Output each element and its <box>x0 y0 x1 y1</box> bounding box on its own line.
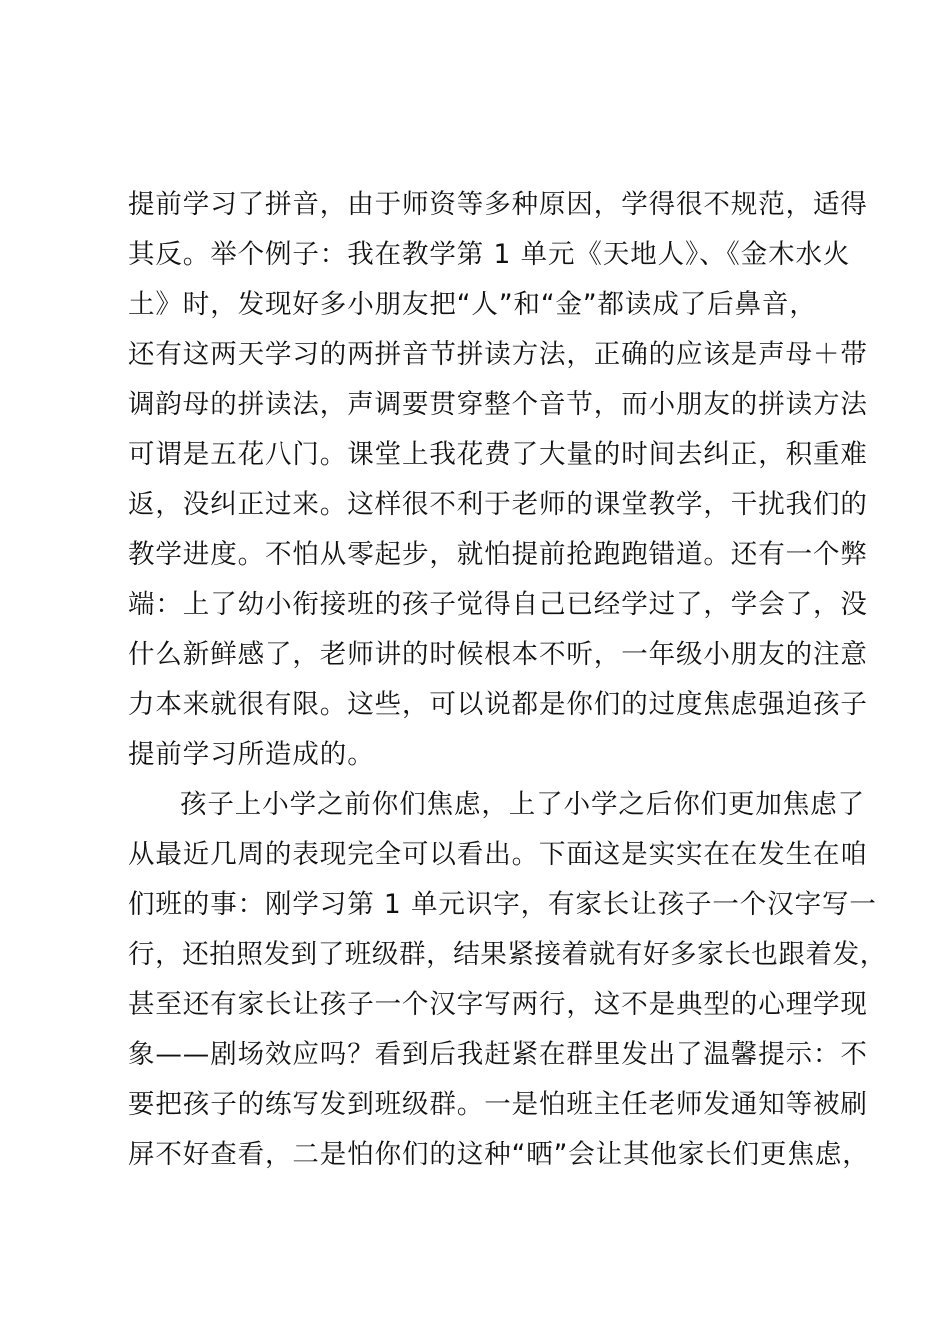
paragraph-1-line-7: 返，没纠正过来。这样很不利于老师的课堂教学，干扰我们的 <box>128 489 868 520</box>
paragraph-1-line-3: 土》时，发现好多小朋友把“人”和“金”都读成了后鼻音， <box>128 289 817 320</box>
paragraph-2-line-7: 要把孩子的练写发到班级群。一是怕班主任老师发通知等被刷 <box>128 1089 868 1120</box>
paragraph-1-line-12: 提前学习所造成的。 <box>128 739 375 770</box>
paragraph-1-line-9: 端：上了幼小衔接班的孩子觉得自己已经学过了，学会了，没 <box>128 589 868 620</box>
paragraph-2-line-6: 象——剧场效应吗？看到后我赶紧在群里发出了温馨提示：不 <box>128 1039 868 1070</box>
paragraph-1-line-11: 力本来就很有限。这些，可以说都是你们的过度焦虑强迫孩子 <box>128 689 868 720</box>
paragraph-1-line-4: 还有这两天学习的两拼音节拼读方法，正确的应该是声母＋带 <box>128 339 868 370</box>
paragraph-2-line-8: 屏不好查看，二是怕你们的这种“晒”会让其他家长们更焦虑， <box>128 1139 870 1170</box>
paragraph-1-line-10: 什么新鲜感了，老师讲的时候根本不听，一年级小朋友的注意 <box>128 639 868 670</box>
paragraph-2-line-5: 甚至还有家长让孩子一个汉字写两行，这不是典型的心理学现 <box>128 989 868 1020</box>
paragraph-2-line-3: 们班的事：刚学习第 1 单元识字，有家长让孩子一个汉字写一 <box>128 889 877 920</box>
paragraph-2-line-4: 行，还拍照发到了班级群，结果紧接着就有好多家长也跟着发， <box>128 939 887 970</box>
paragraph-1-line-6: 可谓是五花八门。课堂上我花费了大量的时间去纠正，积重难 <box>128 439 868 470</box>
paragraph-1-line-5: 调韵母的拼读法，声调要贯穿整个音节，而小朋友的拼读方法 <box>128 389 868 420</box>
paragraph-2-line-2: 从最近几周的表现完全可以看出。下面这是实实在在发生在咱 <box>128 839 868 870</box>
paragraph-1-line-2: 其反。举个例子：我在教学第 1 单元《天地人》、《金木水火 <box>128 239 851 270</box>
paragraph-1-line-1: 提前学习了拼音，由于师资等多种原因，学得很不规范，适得 <box>128 189 868 220</box>
paragraph-2-line-1: 孩子上小学之前你们焦虑，上了小学之后你们更加焦虑了 <box>180 789 865 820</box>
paragraph-1-line-8: 教学进度。不怕从零起步，就怕提前抢跑跑错道。还有一个弊 <box>128 539 868 570</box>
